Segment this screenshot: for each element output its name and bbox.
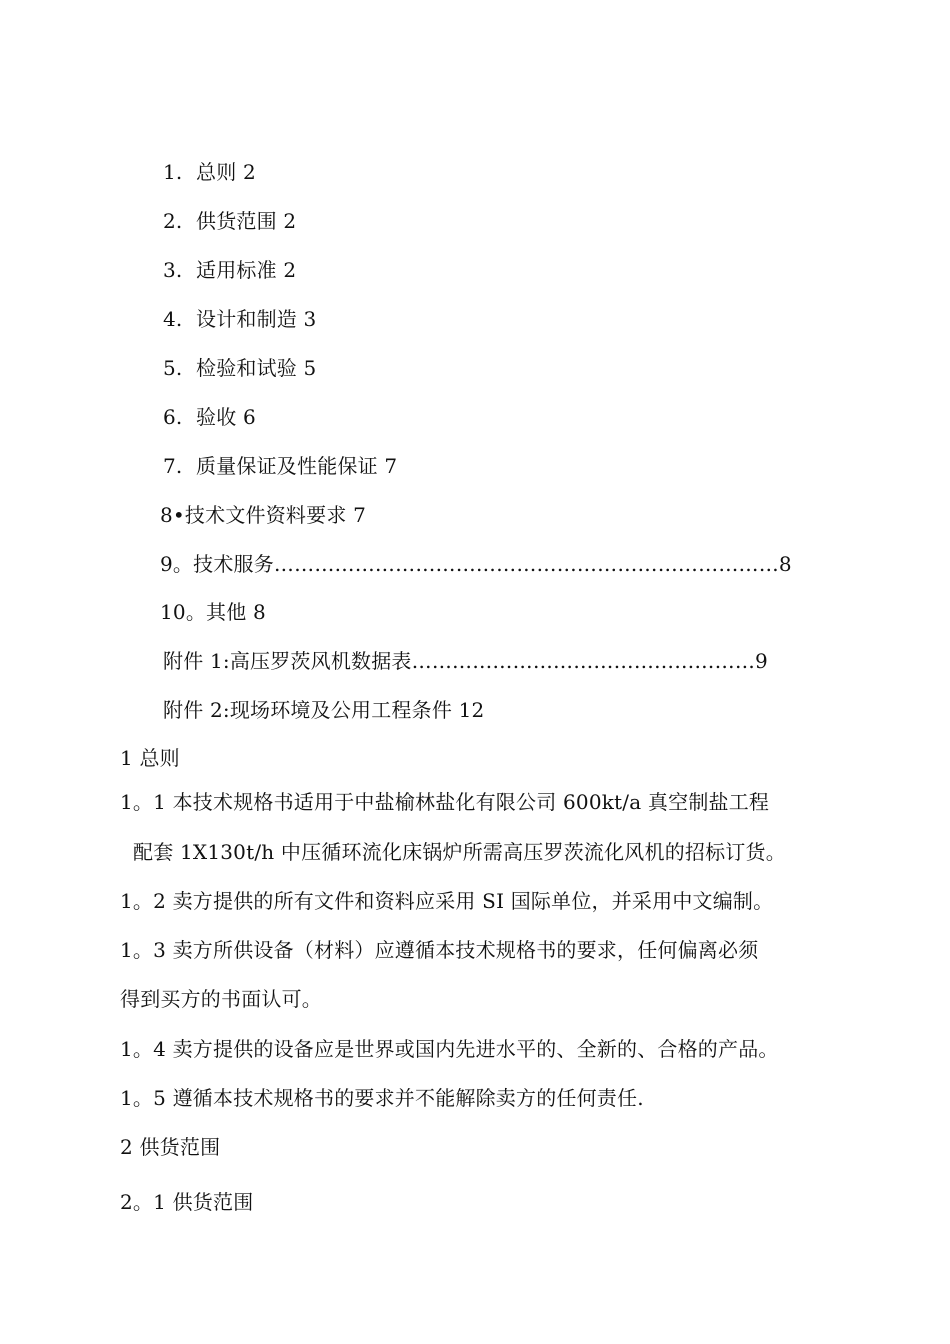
toc-item-5[interactable] (163, 355, 316, 381)
paragraph-1-4: 1。4 卖方提供的设备应是世界或国内先进水平的、全新的、合格的产品。 (120, 1037, 779, 1061)
toc-number: 3. (163, 258, 183, 282)
toc-item-6[interactable] (163, 404, 256, 430)
toc-text: 质量保证及性能保证 7 (196, 454, 398, 478)
toc-item-9[interactable]: 9。技术服务…………………………………………………………………8 (160, 552, 792, 576)
toc-appendix-2[interactable]: 附件 2:现场环境及公用工程条件 12 (163, 698, 485, 722)
paragraph-1-5: 1。5 遵循本技术规格书的要求并不能解除卖方的任何责任. (120, 1086, 644, 1110)
toc-number: 1. (163, 160, 183, 184)
paragraph-1-1: 1。1 本技术规格书适用于中盐榆林盐化有限公司 600kt/a 真空制盐工程 (120, 790, 770, 814)
paragraph-1-3-cont: 得到买方的书面认可。 (120, 987, 322, 1011)
toc-appendix-1[interactable]: 附件 1:高压罗茨风机数据表……………………………………………9 (163, 649, 768, 673)
toc-item-8[interactable]: 8•技术文件资料要求 7 (160, 503, 367, 527)
toc-text: 检验和试验 5 (196, 356, 317, 380)
subsection-heading-2-1: 2。1 供货范围 (120, 1190, 254, 1214)
toc-item-3[interactable] (163, 257, 296, 283)
toc-number: 6. (163, 405, 183, 429)
toc-number: 4. (163, 307, 183, 331)
toc-text: 设计和制造 3 (196, 307, 317, 331)
toc-number: 5. (163, 356, 183, 380)
section-heading-1: 1 总则 (120, 746, 180, 770)
toc-text: 验收 6 (196, 405, 256, 429)
toc-item-7[interactable] (163, 453, 397, 479)
toc-text: 总则 2 (196, 160, 256, 184)
toc-item-2[interactable] (163, 208, 296, 234)
toc-item-1[interactable] (163, 159, 256, 185)
toc-item-4[interactable] (163, 306, 316, 332)
paragraph-1-1-cont: 配套 1X130t/h 中压循环流化床锅炉所需高压罗茨流化风机的招标订货。 (133, 840, 786, 864)
toc-number: 7. (163, 454, 183, 478)
toc-number: 2. (163, 209, 183, 233)
section-heading-2: 2 供货范围 (120, 1135, 221, 1159)
paragraph-1-3: 1。3 卖方所供设备（材料）应遵循本技术规格书的要求，任何偏离必须 (120, 938, 759, 962)
toc-item-10[interactable]: 10。其他 8 (160, 600, 266, 624)
paragraph-1-2: 1。2 卖方提供的所有文件和资料应采用 SI 国际单位，并采用中文编制。 (120, 889, 774, 913)
toc-text: 供货范围 2 (196, 209, 297, 233)
toc-text: 适用标准 2 (196, 258, 297, 282)
